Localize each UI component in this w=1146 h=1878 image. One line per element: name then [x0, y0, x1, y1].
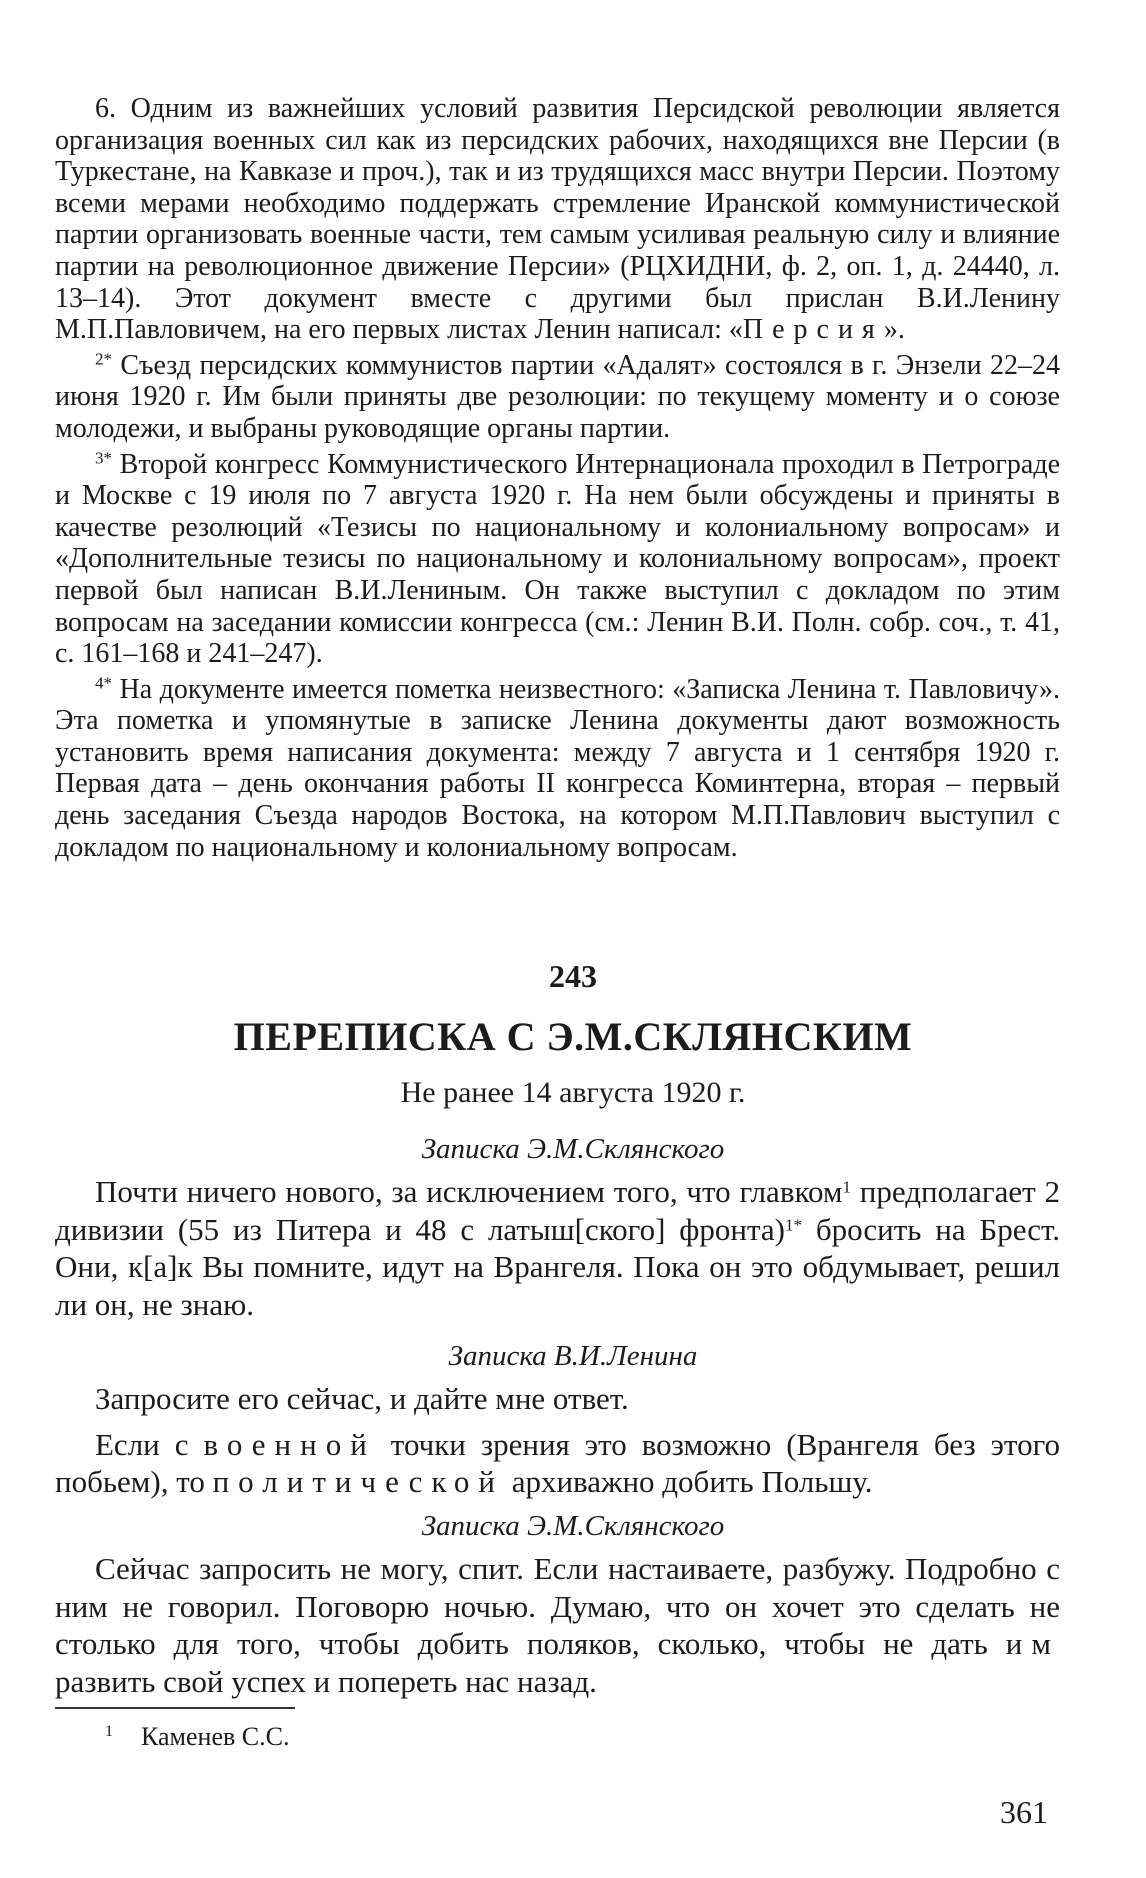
- page-number: 361: [1000, 1794, 1048, 1830]
- note-body: [55, 1380, 1060, 1501]
- footnote: $^1$ Каменев С.С.: [105, 1722, 290, 1751]
- endnote-4: $^{4*}$ На документе имеется пометка неизвестного: «Записка Ленина т. Павловичу». Эта пометка и упомянутые в записке Ленина документы дают возможность установить время написания документа: между 7 августа и 1 сентября 1920 г. Первая дата – день окончания работы II конгресса Коминтерна, вторая – первый день заседания Съезда народов Востока, на котором М.П.Павлович выступил с докладом по национальному и колониальному вопросам.: [55, 673, 1060, 863]
- paragraph: Почти ничего нового, за исключением того, что главком$^1$ предполагает 2 дивизии (55 из Питера и 48 с латыш[ского] фронта)$^{1*}$ бросить на Брест. Они, к[а]к Вы помните, идут на Врангеля. Пока он это обдумывает, решил ли он, не знаю.: [55, 1174, 1060, 1322]
- document-title: ПЕРЕПИСКА С Э.М.СКЛЯНСКИМ: [233, 1014, 913, 1059]
- spaced-word: Персия: [742, 314, 884, 346]
- note-marker: 2*: [95, 349, 112, 369]
- paragraph: Если с военной точки зрения это возможно (Врангеля без этого побьем), то политической архиважно добить Польшу.: [55, 1426, 1061, 1499]
- spaced-word: военной: [203, 1426, 376, 1462]
- footnote-ref: 1*: [784, 1215, 802, 1235]
- paragraph: Сейчас запросить не могу, спит. Если настаиваете, разбужу. Подробно с ним не говорил. Поговорю ночью. Думаю, что он хочет это сделать не столько для того, чтобы добить поляков, сколько, чтобы не дать им развить свой успех и поперeть нас назад.: [55, 1551, 1060, 1699]
- note-body: [55, 1550, 1060, 1700]
- spaced-word: им: [1005, 1626, 1060, 1661]
- document-number: 243: [549, 958, 597, 994]
- section-heading: Записка Э.М.Склянского: [421, 1510, 725, 1542]
- note-marker: 3*: [95, 448, 112, 468]
- note-marker: 4*: [95, 673, 112, 693]
- paragraph: Запросите его сейчас, и дайте мне ответ.: [95, 1381, 629, 1416]
- section-heading: Записка Э.М.Склянского: [421, 1133, 725, 1165]
- endnote-2: $^{2*}$ Съезд персидских коммунистов партии «Адалят» состоялся в г. Энзели 22–24 июня 1920 г. Им были приняты две резолюции: по текущему моменту и о союзе молодежи, и выбраны руководящие органы партии.: [55, 349, 1060, 444]
- footnote-marker: 1: [105, 1723, 113, 1741]
- endnotes: [55, 93, 1060, 863]
- footnote-ref: 1: [842, 1177, 851, 1197]
- section-heading: Записка В.И.Ленина: [448, 1340, 698, 1372]
- document-date: Не ранее 14 августа 1920 г.: [400, 1076, 746, 1109]
- spaced-word: политической: [212, 1464, 504, 1499]
- note-body: [55, 1173, 1060, 1323]
- endnote-3: $^{3*}$ Второй конгресс Коммунистического Интернационала проходил в Петрограде и Москве с 19 июля по 7 августа 1920 г. На нем были обсуждены и приняты в качестве резолюций «Тезисы по национальному и колониальному вопросам» и «Дополнительные тезисы по национальному и колониальному вопросам», проект первой был написан В.И.Лениным. Он также выступил с докладом по этим вопросам на заседании комиссии конгресса (см.: Ленин В.И. Полн. собр. соч., т. 41, с. 161–168 и 241–247).: [55, 448, 1060, 670]
- footnote-divider: [55, 1707, 295, 1709]
- endnote-6: 6. Одним из важнейших условий развития Персидской революции является организация военных сил как из персидских рабочих, находящихся вне Персии (в Туркестане, на Кавказе и проч.), так и из трудящихся масс внутри Персии. Поэтому всеми мерами необходимо поддержать стремление Иранской коммунистической партии организовать военные части, тем самым усиливая реальную силу и влияние партии на революционное движение Персии» (РЦХИДНИ, ф. 2, оп. 1, д. 24440, л. 13–14). Этот документ вместе с другими был прислан В.И.Ленину М.П.Павловичем, на его первых листах Ленин написал: «Персия».: [55, 93, 1060, 346]
